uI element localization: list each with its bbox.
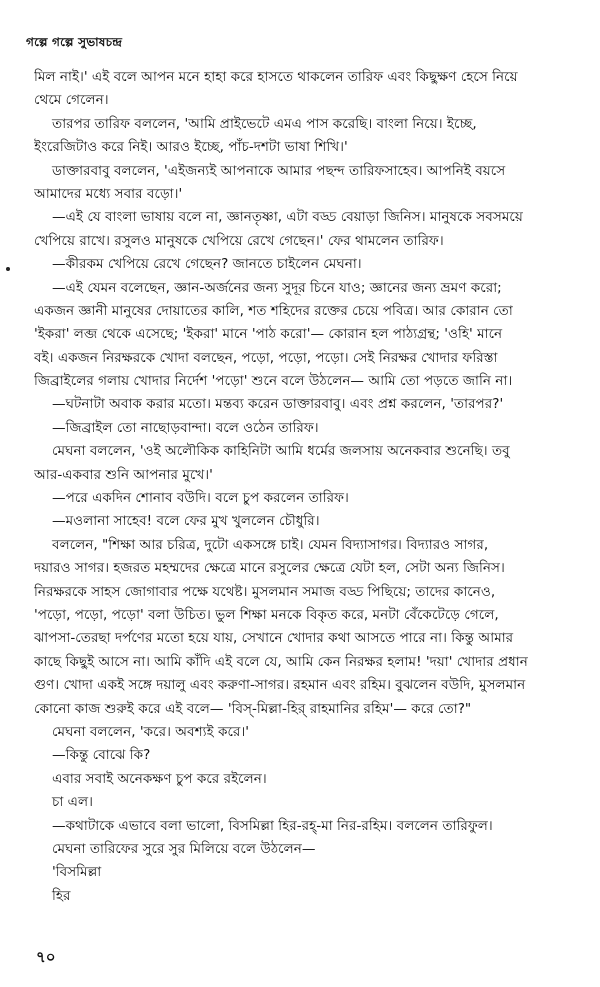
text-line: মেঘনা বললেন, 'ওই অলৌকিক কাহিনিটা আমি ধর্মের জলসায় অনেকবার শুনেছি। তবু	[52, 443, 510, 460]
text-line: ঝাপসা-তেরছা দর্পণের মতো হয়ে যায়, সেখানে খোদার কথা আসতে পারে না। কিন্তু আমার	[34, 630, 514, 647]
text-line: —কিন্তু বোঝে কি?	[52, 747, 151, 764]
text-line: 'বিসমিল্লা	[52, 864, 102, 881]
page-number: ৭০	[36, 948, 56, 966]
text-line: নিরক্ষরকে সাহস জোগাবার পক্ষে যথেষ্ট। মুসলমান সমাজ বড্ড পিছিয়ে; তাদের কানেও,	[34, 583, 496, 600]
text-line: খেপিয়ে রাখে। রসুলও মানুষকে খেপিয়ে রেখে গেছেন।' ফের থামলেন তারিফ।	[34, 232, 444, 249]
text-line: —কীরকম খেপিয়ে রেখে গেছেন? জানতে চাইলেন মেঘনা।	[52, 256, 362, 273]
text-line: —এই যেমন বলেছেন, জ্ঞান-অর্জনের জন্য সুদূর চিনে যাও; জ্ঞানের জন্য ভ্রমণ করো;	[52, 279, 502, 296]
text-line: —মওলানা সাহেব! বলে ফের মুখ খুললেন চৌধুরি।	[52, 513, 320, 530]
text-line: মিল নাই।' এই বলে আপন মনে হাহা করে হাসতে থাকলেন তারিফ এবং কিছুক্ষণ হেসে নিয়ে	[34, 69, 518, 85]
text-line: বই। একজন নিরক্ষরকে খোদা বলছেন, পড়ো, পড়ো, পড়ো। সেই নিরক্ষর খোদার ফরিস্তা	[34, 349, 498, 366]
text-line: আমাদের মধ্যে সবার বড়ো।'	[34, 185, 183, 202]
text-line: বললেন, "শিক্ষা আর চরিত্র, দুটো একসঙ্গে চাই। যেমন বিদ্যাসাগর। বিদ্যারও সাগর,	[52, 536, 489, 553]
text-line: কোনো কাজ শুরুই করে এই বলে— 'বিস্-মিল্লা-হির্ রাহমানির রহিম'— করে তো?"	[34, 700, 472, 717]
text-line: একজন জ্ঞানী মানুষের দোয়াতের কালি, শত শহিদের রক্তের চেয়ে পবিত্র। আর কোরান তো	[34, 302, 513, 319]
text-line: ইংরেজিটাও করে নিই। আরও ইচ্ছে, পাঁচ-দশটা ভাষা শিখি।'	[34, 139, 348, 156]
text-line: —পরে একদিন শোনাব বউদি। বলে চুপ করলেন তারিফ।	[52, 490, 349, 507]
text-line: জিব্রাইলের গলায় খোদার নির্দেশ 'পড়ো' শুনে বলে উঠলেন— আমি তো পড়তে জানি না।	[34, 373, 513, 390]
text-line: মেঘনা তারিফের সুরে সুর মিলিয়ে বলে উঠলেন—	[52, 840, 316, 857]
text-line: থেমে গেলেন।	[34, 92, 109, 109]
text-line: —এই যে বাংলা ভাষায় বলে না, জ্ঞানতৃষ্ণা, এটা বড্ড বেয়াড়া জিনিস। মানুষকে সবসময়ে	[52, 209, 523, 226]
text-line: কাছে কিছুই আসে না। আমি কাঁদি এই বলে যে, আমি কেন নিরক্ষর হলাম! 'দয়া' খোদার প্রধান	[34, 653, 528, 670]
text-line: —কথাটাকে এভাবে বলা ভালো, বিসমিল্লা হির-রহ্-মা নির-রহিম। বললেন তারিফুল।	[52, 817, 493, 834]
text-line: আর-একবার শুনি আপনার মুখে।'	[34, 466, 213, 483]
text-line: তারপর তারিফ বললেন, 'আমি প্রাইভেটে এমএ পাস করেছি। বাংলা নিয়ে। ইচ্ছে,	[52, 115, 477, 132]
text-line: হির	[52, 887, 71, 904]
text-line: 'ইকরা' লব্জ থেকে এসেছে; 'ইকরা' মানে 'পাঠ করো'— কোরান হল পাঠ্যগ্রন্থ; 'ওহি' মানে	[34, 326, 503, 343]
text-line: চা এল।	[52, 794, 93, 811]
text-line: গুণ। খোদা একই সঙ্গে দয়ালু এবং করুণা-সাগর। রহমান এবং রহিম। বুঝলেন বউদি, মুসলমান	[34, 677, 526, 694]
running-header: গল্পে গল্পে সুভাষচন্দ্র	[26, 35, 123, 49]
body-text	[34, 66, 576, 908]
text-line: —ঘটনাটা অবাক করার মতো। মন্তব্য করেন ডাক্তারবাবু। এবং প্রশ্ন করলেন, 'তারপর?'	[52, 396, 504, 413]
text-line: ডাক্তারবাবু বললেন, 'এইজন্যই আপনাকে আমার পছন্দ তারিফসাহেব। আপনিই বয়সে	[52, 162, 506, 179]
text-line: দয়ারও সাগর। হজরত মহম্মদের ক্ষেত্রে মানে রসুলের ক্ষেত্রে যেটা হল, সেটা অন্য জিনিস।	[34, 560, 505, 577]
text-line: মেঘনা বললেন, 'করে। অবশ্যই করে।'	[52, 723, 250, 740]
text-line: 'পড়ো, পড়ো, পড়ো' বলা উচিত। ভুল শিক্ষা মনকে বিকৃত করে, মনটা বেঁকেটেড়ে গেলে,	[34, 606, 499, 623]
text-line: এবার সবাই অনেকক্ষণ চুপ করে রইলেন।	[52, 770, 267, 787]
margin-mark	[6, 267, 10, 271]
text-line: —জিব্রাইল তো নাছোড়বান্দা। বলে ওঠেন তারিফ।	[52, 419, 319, 436]
